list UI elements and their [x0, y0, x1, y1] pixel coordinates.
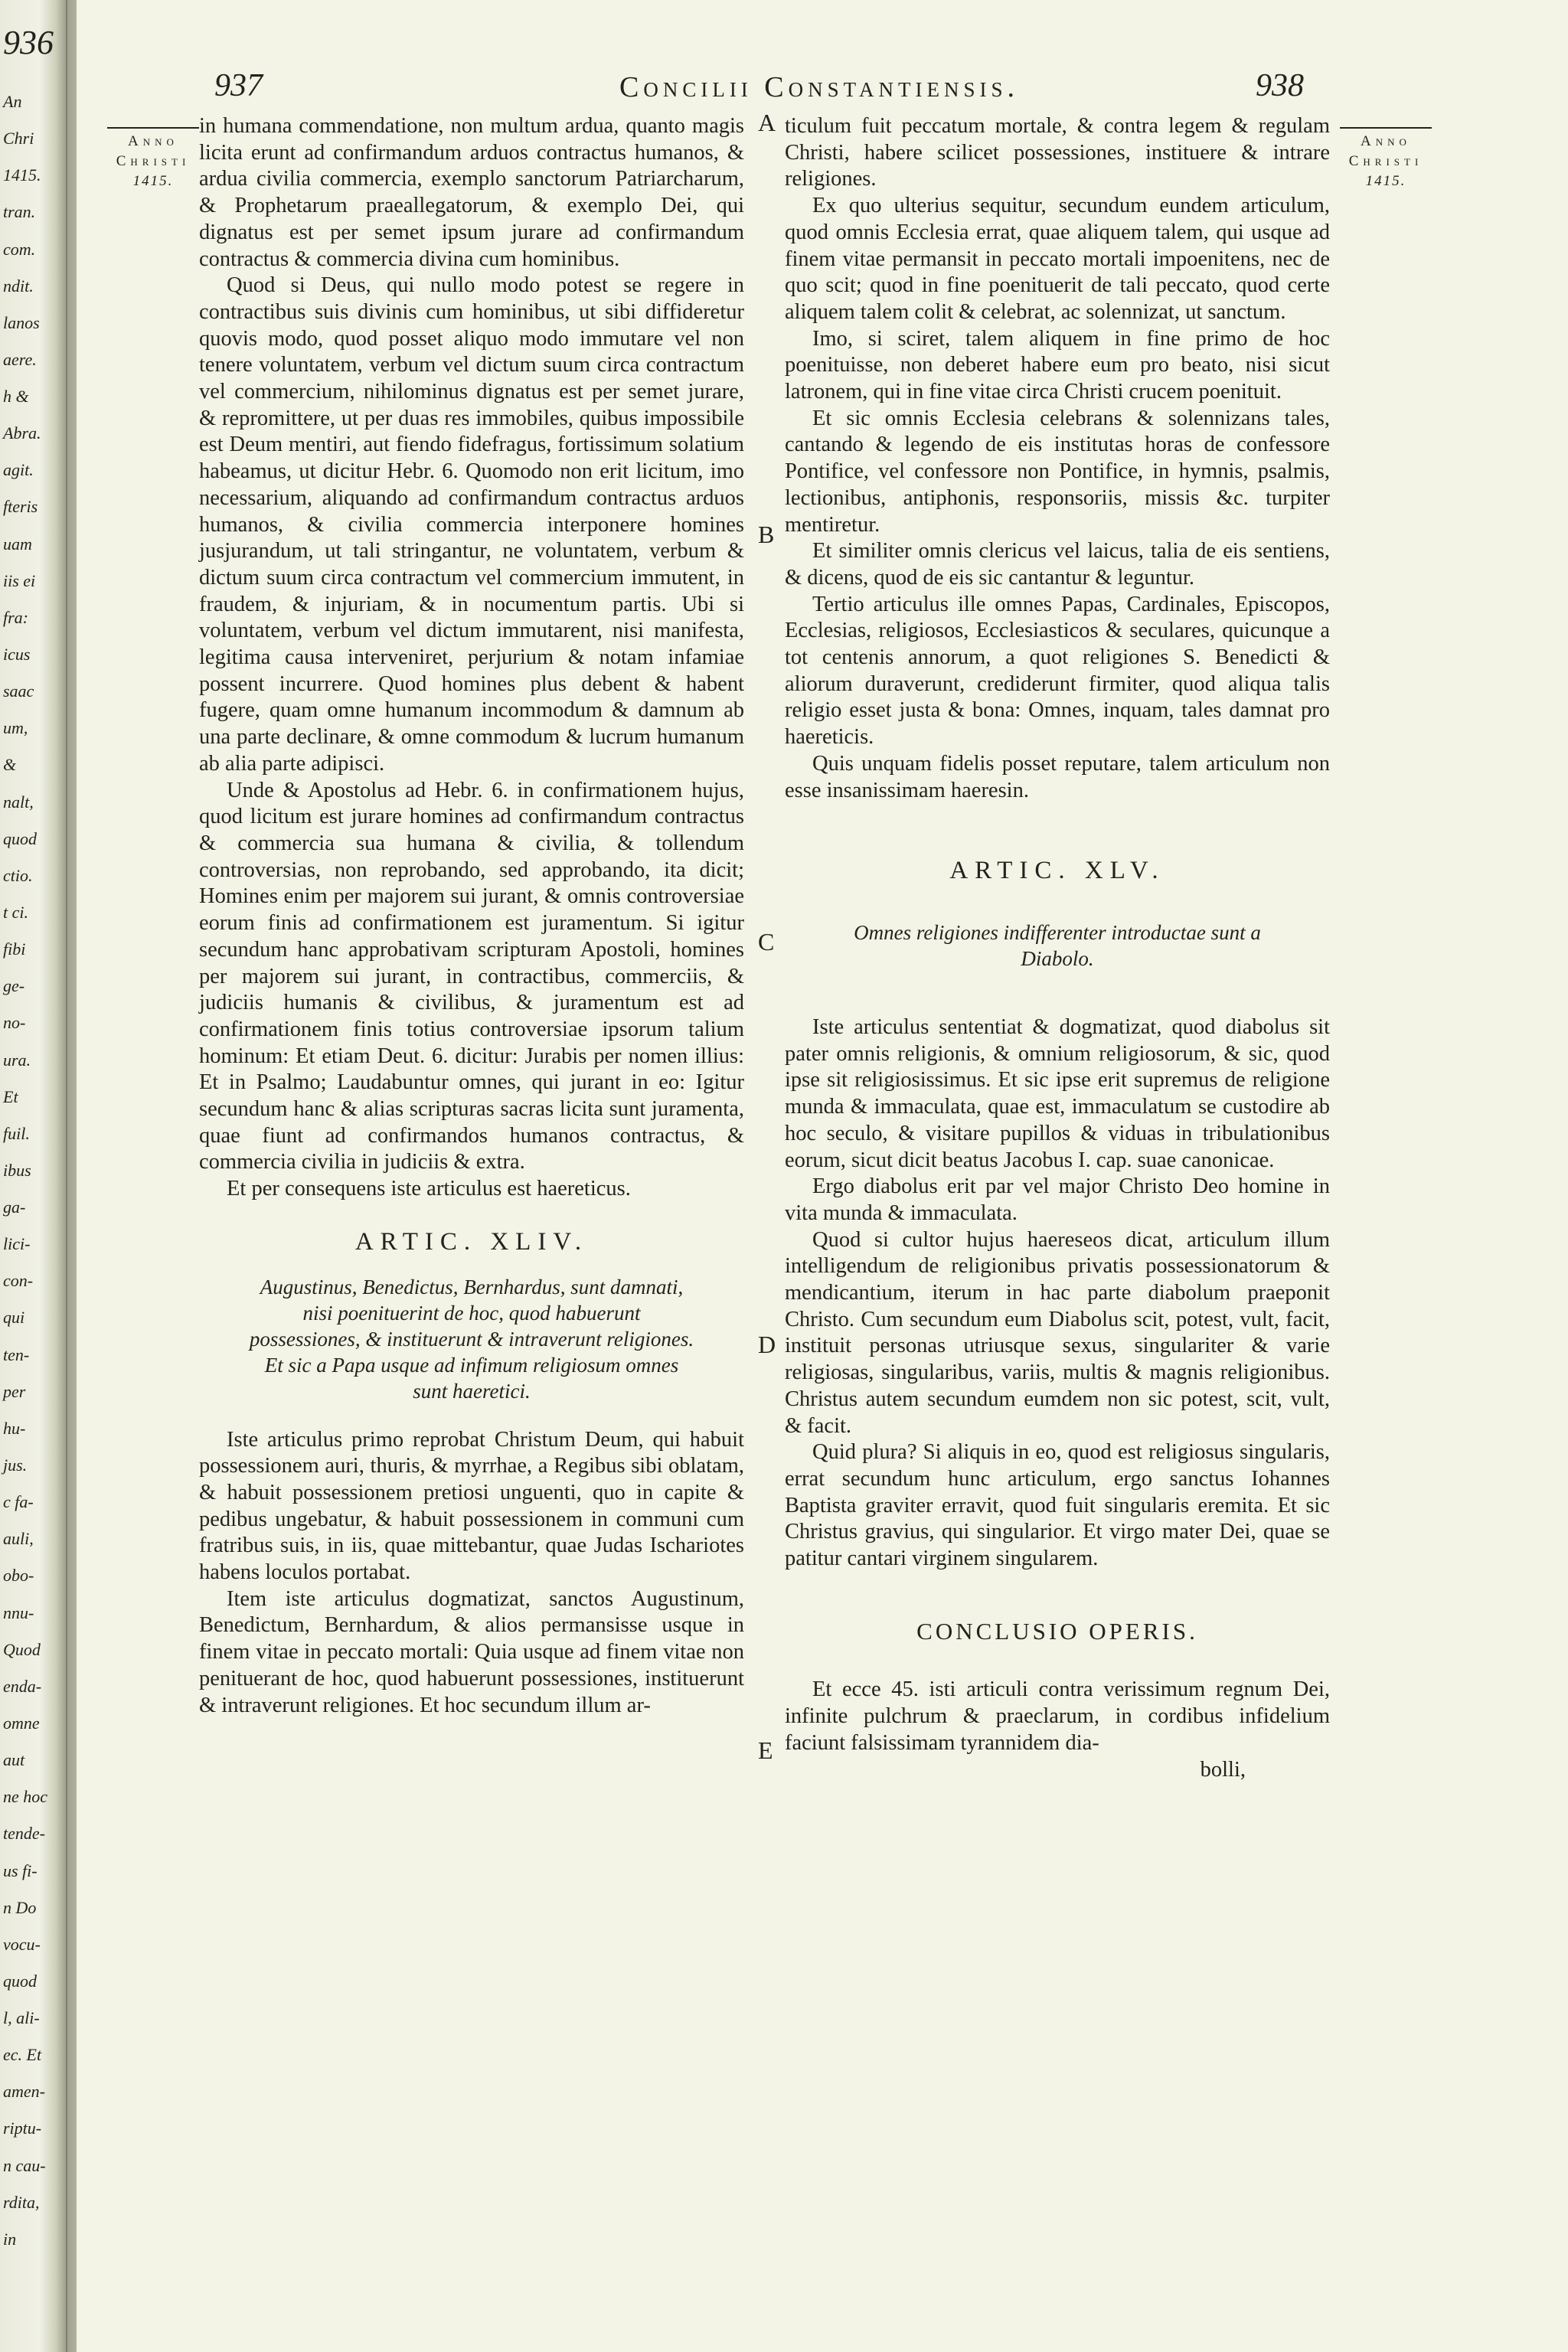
previous-page-fragment: fra: [3, 607, 28, 627]
previous-page-fragment: enda- [3, 1676, 42, 1696]
previous-page-fragment: um, [3, 718, 28, 738]
previous-page-fragment: amen- [3, 2082, 45, 2102]
previous-page-fragment: quod [3, 1971, 37, 1991]
article-heading-45: ARTIC. XLV. [949, 857, 1165, 885]
margin-year: 1415. [1365, 173, 1406, 189]
previous-page-fragment: jus. [3, 1455, 28, 1475]
previous-page-fragment: An [3, 92, 22, 111]
previous-page-fragment: 1415. [3, 165, 41, 185]
previous-page-fragment: riptu- [3, 2118, 42, 2138]
paragraph: Iste articulus sententiat & dogmatizat, quod diabolus sit pater omnis religionis, & omnium religiosorum, & sic, quod ipse sit religiosissimus. Et sic ipse erit supremus de religione munda & immaculata, quae est, immaculatum se custodire ab hoc seculo, & visitare pupillos & viduas in tribulationibus eorum, sicut dicit beatus Jacobus I. cap. suae canonicae. [785, 1014, 1330, 1172]
previous-page-fragment: lici- [3, 1234, 31, 1254]
previous-page-fragment: aere. [3, 349, 37, 369]
previous-page-fragment: n Do [3, 1897, 37, 1917]
article-statement-44: Augustinus, Benedictus, Bernhardus, sunt damnati, nisi poenituerint de hoc, quod habuerunt possessiones, & instituerunt & intraverunt religiones. Et sic a Papa usque ad infimum religiosum omnes sunt haeretici. [249, 1275, 694, 1403]
paragraph: Quod si Deus, qui nullo modo potest se regere in contractibus suis divinis cum hominibus, ut sibi diffideretur quovis modo, quod posset aliquo modo immutare vel non tenere voluntatem, verbum vel dictum suum circa contractum vel commercium, nihilominus dignatus est per semet jurare, & repromittere, ut per duas res immobiles, quibus impossibile est Deum mentiri, aut fiendo fidefragus, fortissimum solatium habeamus, ut dicitur Hebr. 6. Quomodo non erit licitum, imo necessarium, aliquando ad confirmandum contractus arduos humanos, & civilia commercia interponere homines jusjurandum, ut tali stringantur, ne voluntatem, verbum & dictum suum circa contractum vel commercium immutent, in fraudem, & injuriam, & in nocumentum partis. Ubi si voluntatem, verbum vel dictum immutarent, nisi manifesta, legitima causa interveniret, perjurium & notam infamiae possent incurrere. Quod homines plus debent & habent fugere, quam omne humanum incommodum & damnum ab una parte declinare, & omne commodum & lucrum humanum ab alia parte adipisci. [199, 273, 744, 776]
previous-page-fragment: ga- [3, 1197, 26, 1217]
margin-rule [1340, 127, 1432, 129]
previous-page-fragment: ne hoc [3, 1787, 48, 1807]
previous-page-fragment: ec. Et [3, 2045, 42, 2065]
previous-page-fragment: lanos [3, 312, 40, 332]
section-letter-d: D [758, 1331, 776, 1358]
margin-christi: Christi [1348, 153, 1423, 169]
previous-page-strip [0, 0, 67, 2352]
left-column [199, 113, 744, 1719]
paragraph: Et sic omnis Ecclesia celebrans & solennizans tales, cantando & legendo de eis institutas horas de confessore Pontifice, vel confessore non Pontifice, in hymnis, psalmis, lectionibus, antiphonis, responsoriis, missis &c. turpiter mentiretur. [785, 406, 1330, 537]
paragraph: Ergo diabolus erit par vel major Christo Deo homine in vita munda & immaculata. [785, 1174, 1330, 1225]
previous-page-fragment: tende- [3, 1824, 45, 1844]
paragraph: in humana commendatione, non multum ardua, quanto magis licita erunt ad confirmandum arduos contractus humanos, & ardua civilia commercia, exemplo sanctorum Patriarcharum, & Prophetarum praeallegatorum, & exemplo Dei, qui dignatus est per semet ipsum jurare ad confirmandum contractus & commercia divina cum hominibus. [199, 114, 744, 271]
previous-page-fragment: t ci. [3, 902, 28, 922]
paragraph: Ex quo ulterius sequitur, secundum eundem articulum, quod omnis Ecclesia errat, quae aliquem talem, qui usque ad finem vitae permansit in peccato mortali impoenitens, nec de quo scit; quod in fine poenituerit de tali peccato, quod certe aliquem talem colit & celebrat, ac solennizat, ut sanctum. [785, 194, 1330, 324]
margin-note-right [1340, 127, 1432, 191]
previous-page-fragment: ctio. [3, 865, 33, 885]
previous-page-fragment: vocu- [3, 1934, 41, 1954]
previous-page-fragment: com. [3, 239, 36, 259]
previous-page-fragment: ibus [3, 1160, 31, 1180]
previous-page-fragment: n cau- [3, 2155, 46, 2175]
previous-page-fragment: con- [3, 1271, 34, 1291]
paragraph: Iste articulus primo reprobat Christum Deum, qui habuit possessionem auri, thuris, & myrrhae, a Regibus sibi oblatam, & habuit possessionem pretiosi unguenti, quo in capite & pedibus ungebatur, & habuit possessionem in communi cum fratribus suis, in iis, quae mittebantur, quae Judas Ischariotes habens loculos portabat. [199, 1427, 744, 1585]
previous-page-fragment: us fi- [3, 1860, 38, 1880]
paragraph: Unde & Apostolus ad Hebr. 6. in confirmationem hujus, quod licitum est jurare homines ad confirmandum contractus & commercia sua humana & civilia, & tollendum controversias, non reprobando, sed approbando, ita dicit; Homines enim per majorem sui jurant, & omnis controversiae eorum finis ad confirmationem est juramentum. Si igitur secundum hanc approbativam scripturam Apostoli, homines per majorem sui jurant, in contractibus, commerciis, & judiciis humanis & civilibus, & juramentum est ad confirmationem finis totius controversiae ipsorum talium hominum: Et etiam Deut. 6. dicitur: Jurabis per nomen illius: Et in Psalmo; Laudabuntur omnes, qui jurant in eo: Igitur secundum hanc & alias scripturas sacras licita sunt juramenta, quae fiunt ad confirmandos humanos contractus, & commercia civilia in judiciis & extra. [199, 778, 744, 1174]
previous-page-fragment: fteris [3, 497, 38, 517]
running-title: Concilii Constantiensis. [619, 71, 1019, 103]
previous-page-fragment: ge- [3, 976, 25, 996]
paragraph: ticulum fuit peccatum mortale, & contra legem & regulam Christi, habere scilicet possessiones, instituere & intrare religiones. [785, 114, 1330, 191]
paragraph: Et per consequens iste articulus est haereticus. [227, 1177, 631, 1201]
article-statement-45: Omnes religiones indifferenter introductae sunt a Diabolo. [854, 920, 1261, 970]
previous-page-fragment: l, ali- [3, 2008, 40, 2028]
page-number-left: 937 [214, 68, 263, 103]
previous-page-fragment: uam [3, 534, 32, 554]
margin-note-left [107, 127, 199, 191]
margin-rule [107, 127, 199, 129]
previous-page-fragment: ndit. [3, 276, 34, 296]
previous-page-fragment: h & [3, 387, 29, 407]
previous-page-fragment: agit. [3, 460, 34, 480]
page-number-right: 938 [1256, 68, 1304, 103]
paragraph: Et ecce 45. isti articuli contra verissimum regnum Dei, infinite pulchrum & praeclarum, in cordibus infidelium faciunt falsissimam tyrannidem dia- [785, 1677, 1330, 1755]
previous-page-fragment: nalt, [3, 792, 34, 812]
previous-page-fragment: no- [3, 1013, 26, 1033]
previous-page-fragment: ten- [3, 1344, 30, 1364]
previous-page-fragment: in [3, 2229, 17, 2249]
previous-page-fragment: hu- [3, 1418, 26, 1438]
previous-page-fragment: qui [3, 1308, 25, 1328]
section-letter-b: B [758, 521, 775, 548]
previous-page-fragment: Abra. [3, 423, 41, 443]
paragraph: Et similiter omnis clericus vel laicus, talia de eis sentiens, & dicens, quod de eis sic cantantur & leguntur. [785, 539, 1330, 590]
previous-page-fragment: saac [3, 681, 34, 701]
previous-page-fragment: ura. [3, 1050, 31, 1070]
section-letter-e: E [758, 1736, 773, 1764]
previous-page-fragment: auli, [3, 1529, 34, 1549]
previous-page-fragment: nnu- [3, 1602, 34, 1622]
previous-page-fragment: rdita, [3, 2192, 40, 2212]
paragraph: Quod si cultor hujus haereseos dicat, articulum illum intelligendum de religionibus privatis possessionatorum & mendicantium, iterum in hac parte diabolum praeponit Christo. Cum secundum eum Diabolus scit, potest, vult, facit, instituit personas utriusque sexus, singulariter & varie religiosas, singularibus, variis, multis & magnis religionibus. Christus autem secundum eumdem non sic potest, scit, vult, & facit. [785, 1227, 1330, 1438]
previous-page-fragment: quod [3, 828, 37, 848]
paragraph: Imo, si sciret, talem aliquem in fine primo de hoc poenituisse, non deberet habere eum pro beato, nisi sicut latronem, qui in fine vitae circa Christi crucem poenituit. [785, 326, 1330, 404]
paragraph: Tertio articulus ille omnes Papas, Cardinales, Episcopos, Ecclesias, religiosos, Ecclesiasticos & seculares, quicunque a tot centenis annorum, a quot religiones S. Benedicti & aliorum duraverunt, crediderunt firmiter, quod aliqua talis religio esset justa & bona: Omnes, inquam, tales damnat pro haereticis. [785, 592, 1330, 750]
previous-page-fragment: omne [3, 1713, 40, 1733]
previous-page-fragment: c fa- [3, 1492, 34, 1512]
previous-page-fragment: fuil. [3, 1123, 30, 1143]
paragraph: Quid plura? Si aliquis in eo, quod est religiosus singularis, errat secundum hunc articulum, ergo sanctus Iohannes Baptista graviter erravit, quod fuit singularis eremita. Et sic Christus gravius, qui singularior. Et virgo mater Dei, quae se patitur cantari virginem singularem. [785, 1440, 1330, 1571]
conclusio-heading: CONCLUSIO OPERIS. [916, 1617, 1198, 1645]
previous-page-fragment: iis ei [3, 570, 36, 590]
margin-christi: Christi [116, 153, 191, 169]
previous-page-fragment: Quod [3, 1639, 41, 1659]
catchword: bolli, [1200, 1757, 1246, 1782]
article-heading-44: ARTIC. XLIV. [354, 1227, 589, 1256]
previous-page-fragment: & [3, 755, 17, 775]
section-letter-c: C [758, 928, 775, 956]
book-page [77, 0, 1568, 2352]
right-column [785, 113, 1330, 1783]
previous-page-number: 936 [3, 24, 54, 61]
previous-page-fragment: icus [3, 645, 31, 665]
previous-page-fragment: obo- [3, 1566, 34, 1586]
previous-page-fragment: Chri [3, 129, 34, 149]
previous-page-fragment: tran. [3, 202, 36, 222]
paragraph: Item iste articulus dogmatizat, sanctos Augustinum, Benedictum, Bernhardum, & alios permansisse usque in finem vitae in peccato mortali: Quia usque ad finem vitae non penituerant de hoc, quod habuerunt possessiones, instituerunt & intraverunt religiones. Et hoc secundum illum ar- [199, 1586, 744, 1717]
margin-anno: Anno [1361, 133, 1411, 149]
previous-page-fragment: per [3, 1381, 26, 1401]
previous-page-fragment: Et [3, 1086, 18, 1106]
paragraph: Quis unquam fidelis posset reputare, talem articulum non esse insanissimam haeresin. [785, 751, 1330, 802]
page-header [77, 60, 1568, 113]
previous-page-fragment: fibi [3, 939, 26, 959]
previous-page-fragment: aut [3, 1750, 25, 1770]
margin-anno: Anno [128, 133, 178, 149]
section-letter-a: A [758, 109, 776, 136]
margin-year: 1415. [132, 173, 174, 189]
